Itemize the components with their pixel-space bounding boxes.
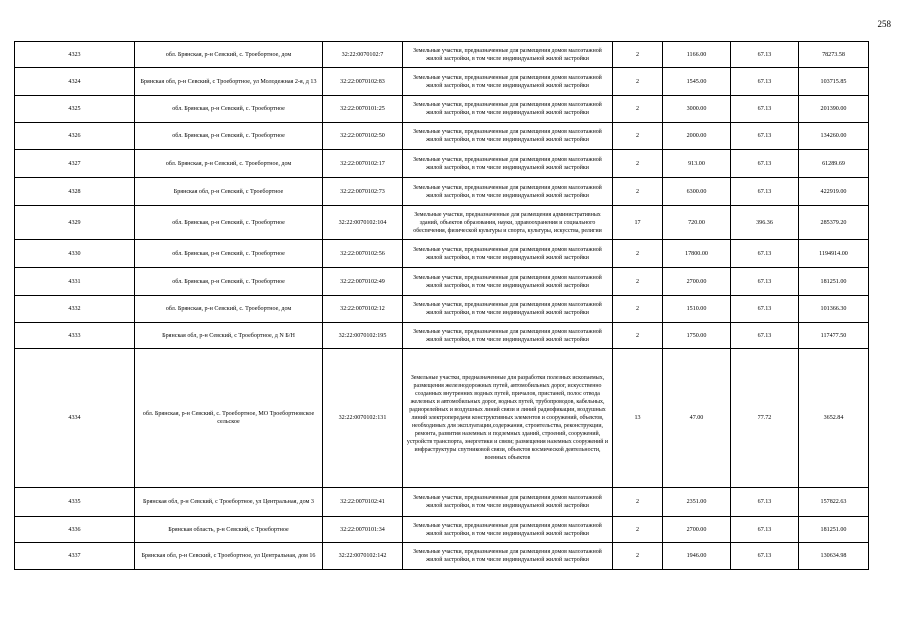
cadastral-number-cell: 32:22:0070102:83 (323, 68, 403, 96)
cadastral-value-cell: 103715.85 (799, 68, 869, 96)
cadastral-number-cell: 32:22:0070101:25 (323, 96, 403, 123)
table-row (15, 296, 869, 323)
row-number-cell: 4327 (15, 150, 135, 178)
page-number: 258 (877, 19, 891, 29)
table-body (15, 42, 869, 570)
cadastral-number-cell: 32:22:0070102:12 (323, 296, 403, 323)
category-cell: 2 (613, 68, 663, 96)
cadastral-number-cell: 32:22:0070102:7 (323, 42, 403, 68)
cadastral-value-cell: 422919.00 (799, 178, 869, 206)
category-cell: 2 (613, 240, 663, 268)
land-use-cell: Земельные участки, предназначенные для размещения домов малоэтажной жилой застройки, в том числе индивидуальной жилой застройки (403, 68, 613, 96)
row-number-cell: 4328 (15, 178, 135, 206)
row-number-cell: 4333 (15, 323, 135, 349)
land-use-cell: Земельные участки, предназначенные для размещения домов малоэтажной жилой застройки, в том числе индивидуальной жилой застройки (403, 150, 613, 178)
land-use-cell: Земельные участки, предназначенные для размещения домов малоэтажной жилой застройки, в том числе индивидуальной жилой застройки (403, 488, 613, 517)
table-row (15, 123, 869, 150)
rate-cell: 67.13 (731, 68, 799, 96)
category-cell: 2 (613, 123, 663, 150)
table-row (15, 178, 869, 206)
row-number-cell: 4337 (15, 543, 135, 570)
row-number-cell: 4336 (15, 517, 135, 543)
table-row (15, 323, 869, 349)
land-use-cell: Земельные участки, предназначенные для размещения домов малоэтажной жилой застройки, в том числе индивидуальной жилой застройки (403, 323, 613, 349)
area-cell: 2351.00 (663, 488, 731, 517)
cadastral-value-cell: 134260.00 (799, 123, 869, 150)
cadastral-number-cell: 32:22:0070102:50 (323, 123, 403, 150)
address-cell: обл. Брянская, р-н Севский, с. Троебортное (135, 240, 323, 268)
rate-cell: 67.13 (731, 296, 799, 323)
rate-cell: 67.13 (731, 488, 799, 517)
cadastral-value-cell: 130634.98 (799, 543, 869, 570)
area-cell: 2700.00 (663, 517, 731, 543)
address-cell: обл. Брянская, р-н Севский, с. Троебортное, МО Троебортновское сельское (135, 349, 323, 488)
category-cell: 13 (613, 349, 663, 488)
land-registry-table (14, 41, 869, 570)
cadastral-value-cell: 285379.20 (799, 206, 869, 240)
cadastral-value-cell: 61289.69 (799, 150, 869, 178)
rate-cell: 67.13 (731, 123, 799, 150)
address-cell: Брянская обл, р-н Севский, с Троебортное, ул Молодежная 2-я, д 13 (135, 68, 323, 96)
cadastral-value-cell: 201390.00 (799, 96, 869, 123)
row-number-cell: 4325 (15, 96, 135, 123)
row-number-cell: 4331 (15, 268, 135, 296)
land-use-cell: Земельные участки, предназначенные для размещения домов малоэтажной жилой застройки, в том числе индивидуальной жилой застройки (403, 543, 613, 570)
cadastral-value-cell: 1194914.00 (799, 240, 869, 268)
rate-cell: 77.72 (731, 349, 799, 488)
cadastral-number-cell: 32:22:0070102:104 (323, 206, 403, 240)
table-row (15, 488, 869, 517)
rate-cell: 67.13 (731, 178, 799, 206)
address-cell: обл. Брянская, р-н Севский, с. Троебортное (135, 123, 323, 150)
address-cell: обл. Брянская, р-н Севский, с. Троебортное (135, 268, 323, 296)
land-use-cell: Земельные участки, предназначенные для разработки полезных ископаемых, размещения железнодорожных путей, автомобильных дорог, искусственно созданных внутренних водных путей, причалов, пристаней, полос отвода железных и автомобильных дорог, водных путей, трубопроводов, кабельных, радиорелейных и воздушных линий связи и линий радиофикации, воздушных линий электропередачи конструктивных элементов и сооружений, объектов, необходимых для эксплуатации,содержания, строительства, реконструкции, ремонта, развития наземных и подземных зданий, строений, сооружений, устройств транспорта, энергетики и связи; размещения наземных сооружений и инфраструктуры спутниковой связи, объектов космической деятельности, военных объектов (403, 349, 613, 488)
cadastral-number-cell: 32:22:0070102:49 (323, 268, 403, 296)
table-row (15, 240, 869, 268)
category-cell: 2 (613, 96, 663, 123)
category-cell: 2 (613, 517, 663, 543)
cadastral-number-cell: 32:22:0070102:17 (323, 150, 403, 178)
table-row (15, 42, 869, 68)
category-cell: 2 (613, 543, 663, 570)
cadastral-number-cell: 32:22:0070102:56 (323, 240, 403, 268)
area-cell: 1946.00 (663, 543, 731, 570)
address-cell: Брянская область, р-н Севский, с Троебортное (135, 517, 323, 543)
row-number-cell: 4324 (15, 68, 135, 96)
table-row (15, 517, 869, 543)
cadastral-value-cell: 181251.00 (799, 268, 869, 296)
area-cell: 6300.00 (663, 178, 731, 206)
area-cell: 1750.00 (663, 323, 731, 349)
row-number-cell: 4335 (15, 488, 135, 517)
table-row (15, 349, 869, 488)
cadastral-value-cell: 3652.84 (799, 349, 869, 488)
row-number-cell: 4334 (15, 349, 135, 488)
area-cell: 913.00 (663, 150, 731, 178)
land-use-cell: Земельные участки, предназначенные для размещения домов малоэтажной жилой застройки, в том числе индивидуальной жилой застройки (403, 96, 613, 123)
land-use-cell: Земельные участки, предназначенные для размещения домов малоэтажной жилой застройки, в том числе индивидуальной жилой застройки (403, 517, 613, 543)
cadastral-number-cell: 32:22:0070102:131 (323, 349, 403, 488)
land-use-cell: Земельные участки, предназначенные для размещения домов малоэтажной жилой застройки, в том числе индивидуальной жилой застройки (403, 268, 613, 296)
table-row (15, 150, 869, 178)
area-cell: 3000.00 (663, 96, 731, 123)
cadastral-value-cell: 181251.00 (799, 517, 869, 543)
cadastral-number-cell: 32:22:0070102:195 (323, 323, 403, 349)
cadastral-number-cell: 32:22:0070102:41 (323, 488, 403, 517)
rate-cell: 67.13 (731, 268, 799, 296)
land-use-cell: Земельные участки, предназначенные для размещения домов малоэтажной жилой застройки, в том числе индивидуальной жилой застройки (403, 296, 613, 323)
address-cell: Брянская обл, р-н Севский, с Троебортное (135, 178, 323, 206)
table-row (15, 96, 869, 123)
area-cell: 2700.00 (663, 268, 731, 296)
category-cell: 2 (613, 296, 663, 323)
area-cell: 1510.00 (663, 296, 731, 323)
table-row (15, 206, 869, 240)
cadastral-value-cell: 157822.63 (799, 488, 869, 517)
land-use-cell: Земельные участки, предназначенные для размещения домов малоэтажной жилой застройки, в том числе индивидуальной жилой застройки (403, 178, 613, 206)
cadastral-value-cell: 117477.50 (799, 323, 869, 349)
rate-cell: 67.13 (731, 240, 799, 268)
land-use-cell: Земельные участки, предназначенные для размещения домов малоэтажной жилой застройки, в том числе индивидуальной жилой застройки (403, 42, 613, 68)
category-cell: 2 (613, 178, 663, 206)
area-cell: 720.00 (663, 206, 731, 240)
address-cell: обл. Брянская, р-н Севский, с. Троебортное (135, 96, 323, 123)
area-cell: 47.00 (663, 349, 731, 488)
table-row (15, 268, 869, 296)
category-cell: 2 (613, 150, 663, 178)
row-number-cell: 4329 (15, 206, 135, 240)
area-cell: 1545.00 (663, 68, 731, 96)
row-number-cell: 4323 (15, 42, 135, 68)
cadastral-number-cell: 32:22:0070102:142 (323, 543, 403, 570)
address-cell: обл. Брянская, р-н Севский, с. Троебортное, дом (135, 42, 323, 68)
rate-cell: 67.13 (731, 323, 799, 349)
address-cell: Брянская обл, р-н Севский, с Троебортное, ул Центральная, дом 3 (135, 488, 323, 517)
address-cell: обл. Брянская, р-н Севский, с. Троебортное (135, 206, 323, 240)
land-use-cell: Земельные участки, предназначенные для размещения домов малоэтажной жилой застройки, в том числе индивидуальной жилой застройки (403, 240, 613, 268)
category-cell: 2 (613, 488, 663, 517)
table-row (15, 68, 869, 96)
category-cell: 2 (613, 323, 663, 349)
rate-cell: 67.13 (731, 150, 799, 178)
category-cell: 17 (613, 206, 663, 240)
address-cell: обл. Брянская, р-н Севский, с. Троебортное, дом (135, 296, 323, 323)
cadastral-value-cell: 78273.58 (799, 42, 869, 68)
cadastral-value-cell: 101366.30 (799, 296, 869, 323)
address-cell: Брянская обл, р-н Севский, с Троебортное, д N Б/Н (135, 323, 323, 349)
category-cell: 2 (613, 42, 663, 68)
cadastral-number-cell: 32:22:0070101:34 (323, 517, 403, 543)
area-cell: 1166.00 (663, 42, 731, 68)
area-cell: 2000.00 (663, 123, 731, 150)
row-number-cell: 4326 (15, 123, 135, 150)
row-number-cell: 4330 (15, 240, 135, 268)
cadastral-number-cell: 32:22:0070102:73 (323, 178, 403, 206)
table-row (15, 543, 869, 570)
row-number-cell: 4332 (15, 296, 135, 323)
rate-cell: 396.36 (731, 206, 799, 240)
rate-cell: 67.13 (731, 96, 799, 123)
rate-cell: 67.13 (731, 42, 799, 68)
address-cell: Брянская обл, р-н Севский, с Троебортное, ул Центральная, дом 16 (135, 543, 323, 570)
area-cell: 17800.00 (663, 240, 731, 268)
category-cell: 2 (613, 268, 663, 296)
rate-cell: 67.13 (731, 543, 799, 570)
rate-cell: 67.13 (731, 517, 799, 543)
land-use-cell: Земельные участки, предназначенные для размещения административных зданий, объектов образования, науки, здравоохранения и социального обеспечения, физической культуры и спорта, культуры, искусства, религии (403, 206, 613, 240)
address-cell: обл. Брянская, р-н Севский, с. Троебортное, дом (135, 150, 323, 178)
land-use-cell: Земельные участки, предназначенные для размещения домов малоэтажной жилой застройки, в том числе индивидуальной жилой застройки (403, 123, 613, 150)
